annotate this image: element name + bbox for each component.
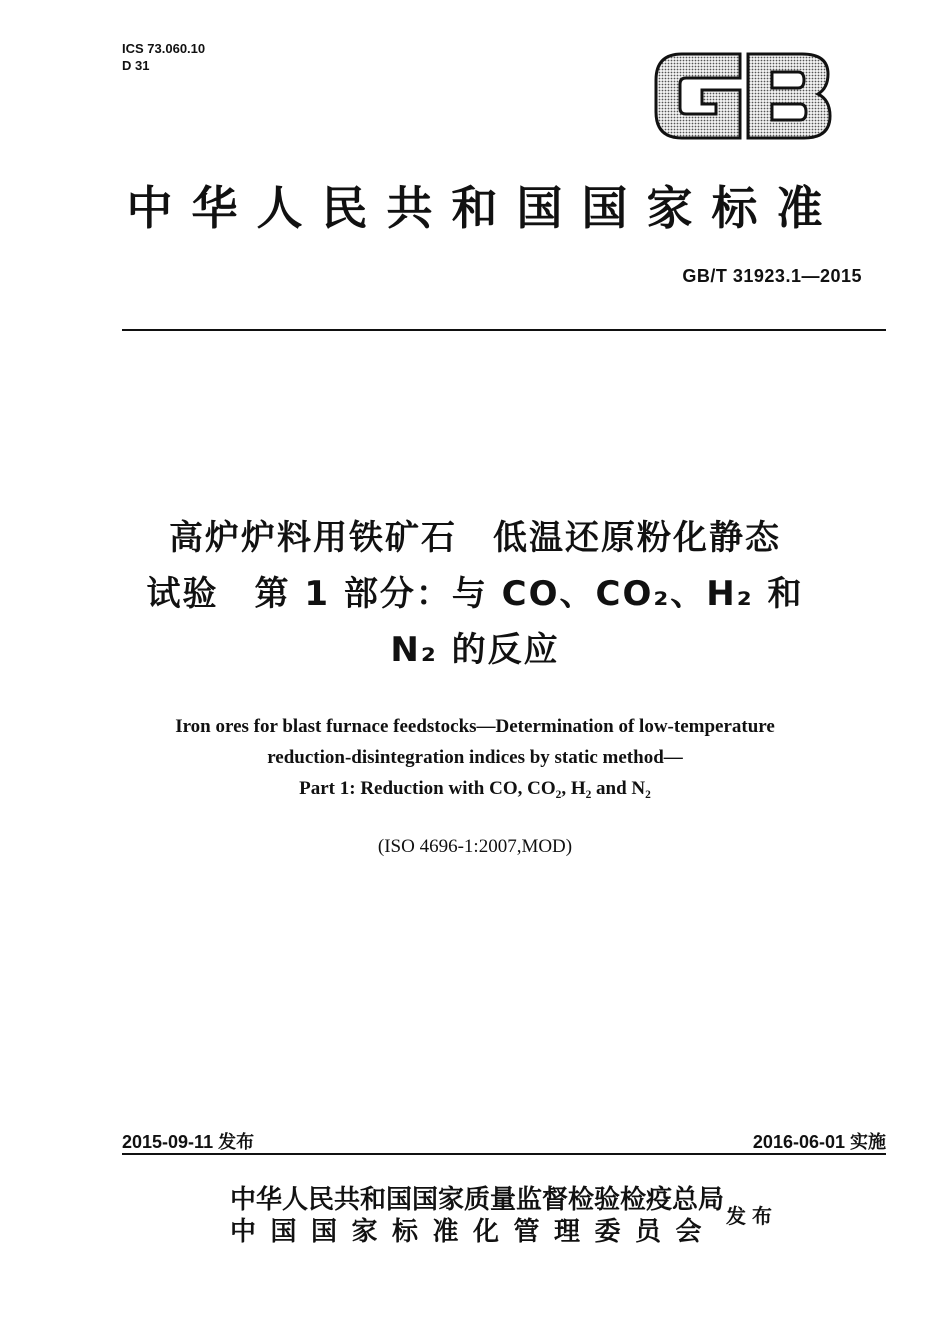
issuer-sac: 中国国家标准化管理委员会 xyxy=(230,1217,717,1247)
chinese-title-line-3: N₂ 的反应 xyxy=(390,630,560,670)
issuer-aqsiq: 中华人民共和国国家质量监督检验检疫总局 xyxy=(230,1185,725,1215)
ics-code: ICS 73.060.10 xyxy=(122,41,206,56)
english-title-line-1: Iron ores for blast furnace feedstocks—Determination of low-temperature xyxy=(175,716,775,737)
publish-label: 发布 xyxy=(726,1204,778,1228)
chinese-title xyxy=(0,510,950,678)
english-title-line-3: Part 1: Reduction with CO, CO₂, H₂ and N₂ xyxy=(299,778,651,799)
bottom-divider xyxy=(122,1153,886,1155)
issue-date: 2015-09-11 发布 xyxy=(122,1132,255,1152)
classification-codes xyxy=(122,40,205,74)
national-standard-title: 中华人民共和国国家标准 xyxy=(126,181,842,235)
standard-number: GB/T 31923.1—2015 xyxy=(682,266,862,286)
top-divider xyxy=(122,329,886,331)
gb-logo xyxy=(652,50,834,142)
english-title-line-2: reduction-disintegration indices by static method— xyxy=(267,747,683,768)
issuing-authorities xyxy=(230,1184,724,1248)
chinese-title-line-2: 试验 第 1 部分：与 CO、CO₂、H₂ 和 xyxy=(146,574,804,614)
gb-logo-letter-g xyxy=(656,54,740,138)
gb-logo-letter-b xyxy=(748,54,830,138)
implementation-date: 2016-06-01 实施 xyxy=(752,1132,886,1152)
iso-reference: (ISO 4696-1:2007,MOD) xyxy=(377,836,573,857)
ccs-code: D 31 xyxy=(122,58,150,73)
english-title xyxy=(0,711,950,804)
chinese-title-line-1: 高炉炉料用铁矿石 低温还原粉化静态 xyxy=(169,518,781,558)
